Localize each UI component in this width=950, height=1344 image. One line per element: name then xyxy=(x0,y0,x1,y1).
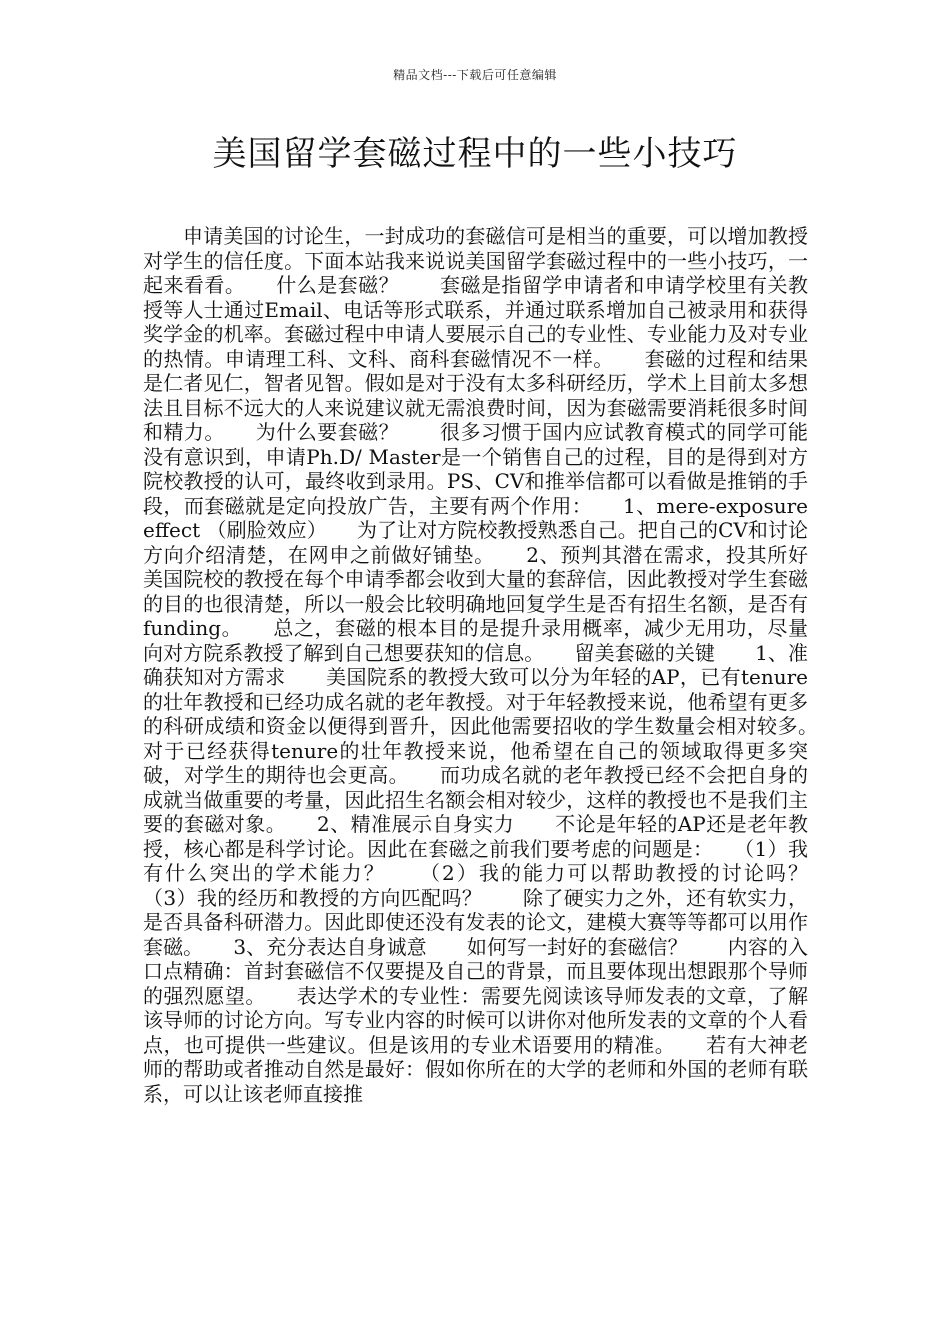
document-title: 美国留学套磁过程中的一些小技巧 xyxy=(212,134,738,174)
body-paragraph: 申请美国的讨论生，一封成功的套磁信可是相当的重要，可以增加教授对学生的信任度。下面本站我来说说美国留学套磁过程中的一些小技巧，一起来看看。 什么是套磁？ 套磁是指留学申请者和申请学校里有关教授等人士通过Email、电话等形式联系，并通过联系增加自己被录用和获得奖学金的机率。套磁过程中申请人要展示自己的专业性、专业能力及对专业的热情。申请理工科、文科、商科套磁情况不一样。 套磁的过程和结果是仁者见仁，智者见智。假如是对于没有太多科研经历，学术上目前太多想法且目标不远大的人来说建议就无需浪费时间，因为套磁需要消耗很多时间和精力。 为什么要套磁？ 很多习惯于国内应试教育模式的同学可能没有意识到，申请Ph.D/ Master是一个销售自己的过程，目的是得到对方院校教授的认可，最终收到录用。PS、CV和推举信都可以看做是推销的手段，而套磁就是定向投放广告，主要有两个作用： 1、mere-exposure effect （刷脸效应） 为了让对方院校教授熟悉自己。把自己的CV和讨论方向介绍清楚，在网申之前做好铺垫。 2、预判其潜在需求，投其所好 美国院校的教授在每个申请季都会收到大量的套辞信，因此教授对学生套磁的目的也很清楚，所以一般会比较明确地回复学生是否有招生名额，是否有funding。 总之，套磁的根本目的是提升录用概率，减少无用功，尽量向对方院系教授了解到自己想要获知的信息。 留美套磁的关键 1、准确获知对方需求 美国院系的教授大致可以分为年轻的AP，已有tenure的壮年教授和已经功成名就的老年教授。对于年轻教授来说，他希望有更多的科研成绩和资金以便得到晋升，因此他需要招收的学生数量会相对较多。 对于已经获得tenure的壮年教授来说，他希望在自己的领域取得更多突破，对学生的期待也会更高。 而功成名就的老年教授已经不会把自身的成就当做重要的考量，因此招生名额会相对较少，这样的教授也不是我们主要的套磁对象。 2、精准展示自身实力 不论是年轻的AP还是老年教授，核心都是科学讨论。因此在套磁之前我们要考虑的问题是： （1）我有什么突出的学术能力？ （2）我的能力可以帮助教授的讨论吗？ （3）我的经历和教授的方向匹配吗？ 除了硬实力之外，还有软实力，是否具备科研潜力。因此即使还没有发表的论文，建模大赛等等都可以用作套磁。 3、充分表达自身诚意 如何写一封好的套磁信？ 内容的入口点精确：首封套磁信不仅要提及自己的背景，而且要体现出想跟那个导师的强烈愿望。 表达学术的专业性：需要先阅读该导师发表的文章，了解该导师的讨论方向。写专业内容的时候可以讲你对他所发表的文章的个人看点，也可提供一些建议。但是该用的专业术语要用的精准。 若有大神老师的帮助或者推动自然是最好：假如你所在的大学的老师和外国的老师有联系，可以让该老师直接推 xyxy=(143,224,848,1106)
header-note: 精品文档---下载后可任意编辑 xyxy=(393,68,557,82)
